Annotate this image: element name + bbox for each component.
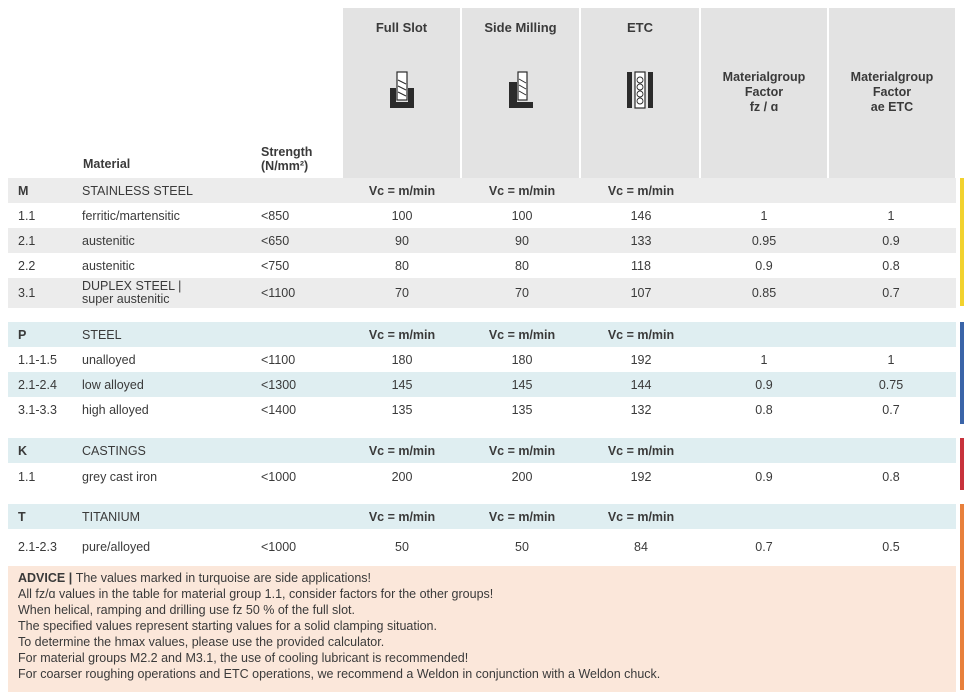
factor-fz-label: Materialgroup Factor fz / ɑ [722, 70, 806, 114]
strength-column-label: Strength (N/mm²) [261, 145, 313, 173]
group-p-color-bar [960, 322, 964, 424]
material-column-label: Material [83, 157, 131, 171]
advice-title: ADVICE [18, 571, 66, 585]
header-full-slot [343, 8, 460, 178]
factor-ae-label: Materialgroup Factor ae ETC [850, 70, 934, 114]
table-row: 2.1 austenitic <650 90 90 133 0.95 0.9 [8, 228, 956, 253]
group-header-t: T TITANIUM Vc = m/min Vc = m/min Vc = m/min [8, 504, 956, 529]
advice-line: For material groups M2.2 and M3.1, the use of cooling lubricant is recommended! [18, 651, 469, 665]
table-row: 2.1-2.3 pure/alloyed <1000 50 50 84 0.7 0.5 [8, 531, 956, 563]
header-factor-ae [829, 8, 955, 178]
advice-line: The specified values represent starting values for a solid clamping situation. [18, 619, 437, 633]
table-row: 3.1 DUPLEX STEEL | super austenitic <1100 70 70 107 0.85 0.7 [8, 278, 956, 308]
table-row: 3.1-3.3 high alloyed <1400 135 135 132 0.8 0.7 [8, 397, 956, 422]
group-k-color-bar [960, 438, 964, 490]
etc-label: ETC [627, 20, 653, 35]
advice-line: ADVICE | The values marked in turquoise are side applications! [18, 571, 371, 585]
group-header-k: K CASTINGS Vc = m/min Vc = m/min Vc = m/min [8, 438, 956, 463]
header-etc [581, 8, 699, 178]
group-m-color-bar [960, 178, 964, 306]
table-row: 2.2 austenitic <750 80 80 118 0.9 0.8 [8, 253, 956, 278]
advice-line: For coarser roughing operations and ETC operations, we recommend a Weldon in conjunction with a Weldon chuck. [18, 667, 661, 681]
table-row: 1.1-1.5 unalloyed <1100 180 180 192 1 1 [8, 347, 956, 372]
header-side-milling [462, 8, 579, 178]
group-header-p: P STEEL Vc = m/min Vc = m/min Vc = m/min [8, 322, 956, 347]
table-row: 1.1 ferritic/martensitic <850 100 100 146 1 1 [8, 203, 956, 228]
side-milling-icon [507, 70, 535, 115]
group-header-m: M STAINLESS STEEL Vc = m/min Vc = m/min Vc = m/min [8, 178, 956, 203]
etc-icon [626, 70, 654, 115]
table-row: 2.1-2.4 low alloyed <1300 145 145 144 0.9 0.75 [8, 372, 956, 397]
advice-line: To determine the hmax values, please use the provided calculator. [18, 635, 385, 649]
advice-line: When helical, ramping and drilling use fz 50 % of the full slot. [18, 603, 355, 617]
full-slot-icon [388, 70, 416, 115]
advice-line: All fz/ɑ values in the table for material group 1.1, consider factors for the other groups! [18, 587, 494, 601]
side-milling-label: Side Milling [484, 20, 557, 35]
group-t-color-bar [960, 504, 964, 690]
table-row: 1.1 grey cast iron <1000 200 200 192 0.9 0.8 [8, 463, 956, 490]
header-factor-fz [701, 8, 827, 178]
advice-box [8, 566, 956, 692]
full-slot-label: Full Slot [375, 20, 428, 35]
